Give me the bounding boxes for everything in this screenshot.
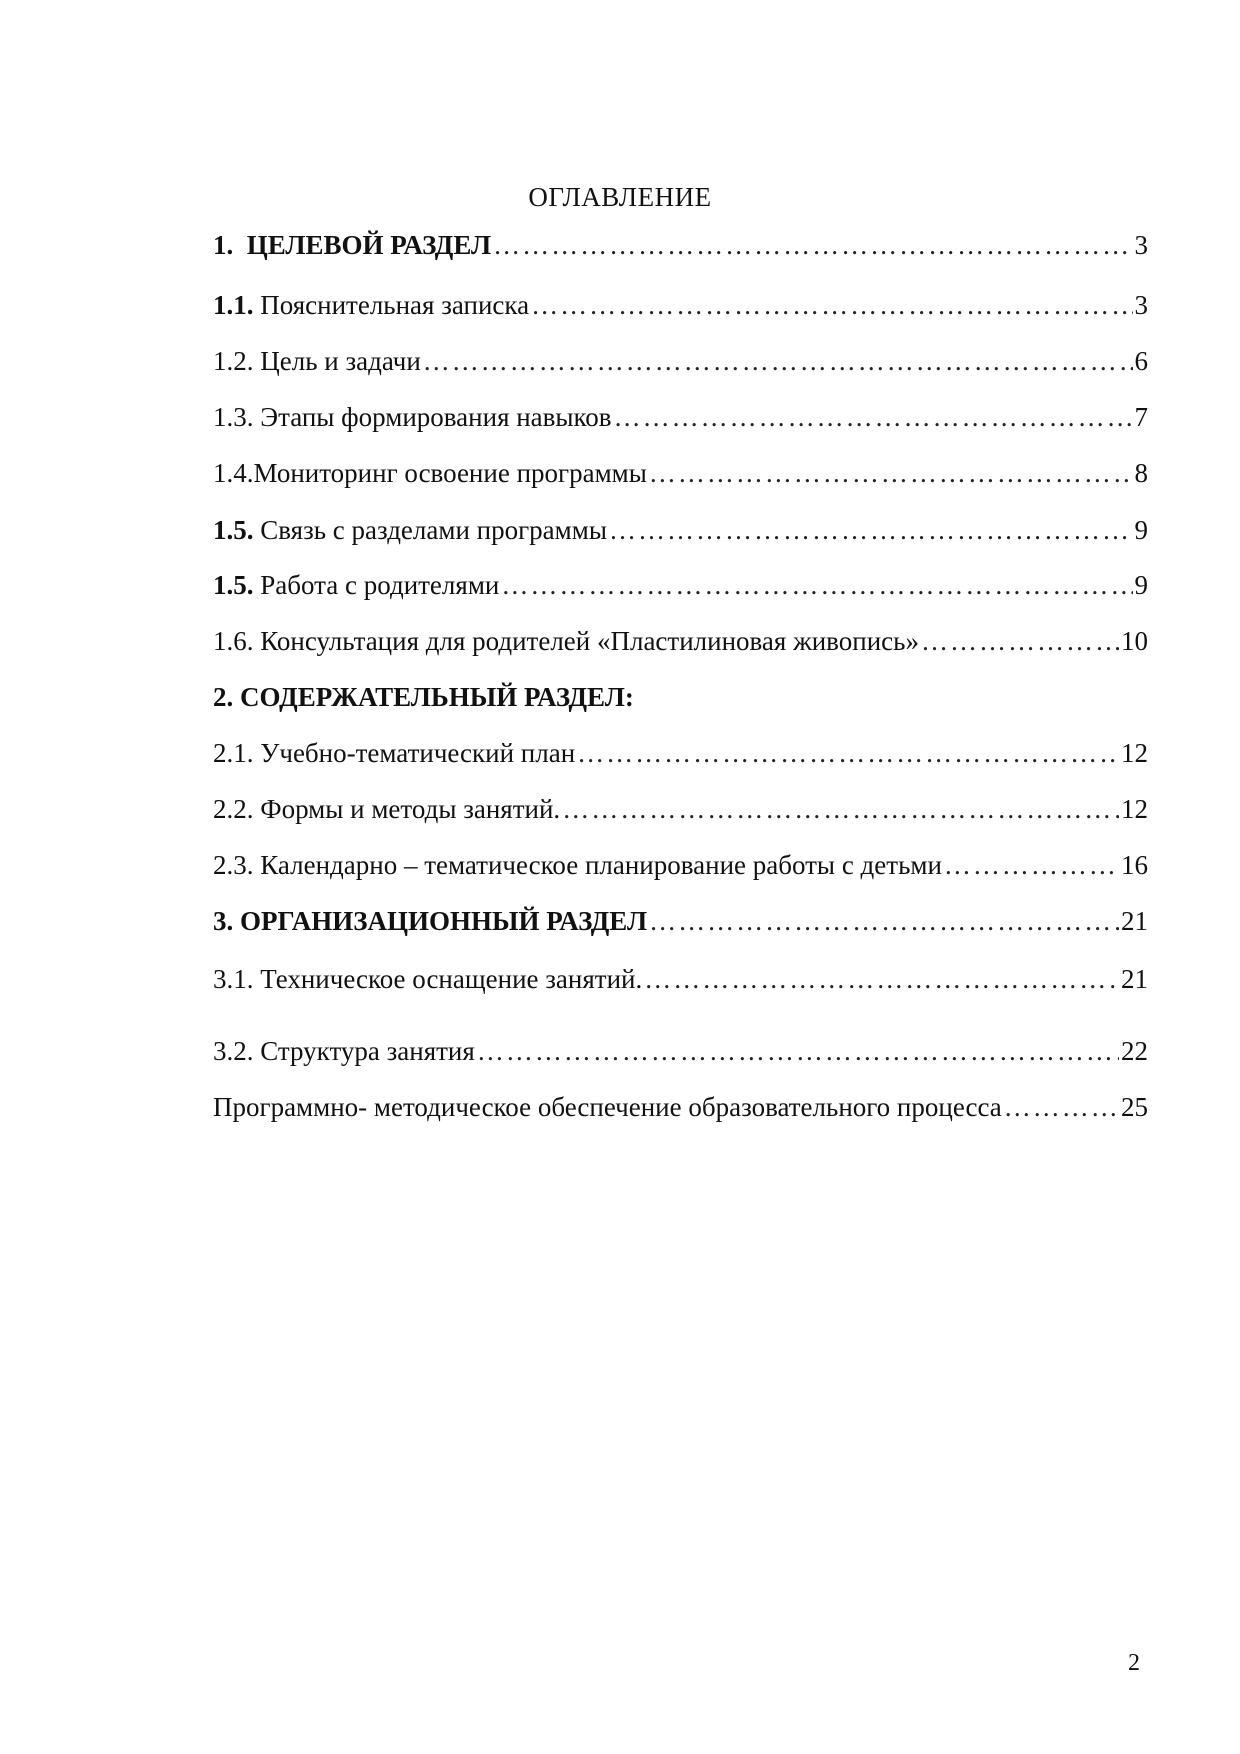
toc-entry-label: 3.2. Структура занятия	[213, 1036, 475, 1066]
toc-page-number: 12	[1121, 738, 1148, 768]
toc-entry	[213, 738, 1148, 778]
toc-section-heading	[213, 682, 1148, 722]
toc-leader	[944, 850, 1119, 881]
toc-entry	[213, 626, 1148, 666]
toc-entry	[213, 230, 1148, 270]
toc-entry-label: 2.2. Формы и методы занятий.	[213, 794, 561, 824]
toc-leader	[423, 346, 1133, 377]
toc-entry-label: 1.3. Этапы формирования навыков	[213, 402, 612, 432]
toc-page-number: 21	[1121, 906, 1148, 936]
toc-entry-label: 3. ОРГАНИЗАЦИОННЫЙ РАЗДЕЛ	[213, 906, 648, 936]
toc-leader	[614, 402, 1133, 433]
toc-entry	[213, 458, 1148, 498]
toc-entry	[213, 1092, 1148, 1132]
toc-leader	[609, 515, 1133, 546]
toc-entry-label: 1.6. Консультация для родителей «Пластилиновая живопись»	[213, 626, 919, 656]
toc-entry	[213, 346, 1148, 386]
toc-page-number: 22	[1121, 1036, 1148, 1066]
toc-page-number: 6	[1134, 346, 1148, 376]
toc-entry-label: 1.4.Мониторинг освоение программы	[213, 458, 647, 488]
toc-entry	[213, 570, 1148, 610]
toc-leader	[649, 906, 1119, 937]
toc-page-number: 12	[1121, 794, 1148, 824]
toc-leader	[1004, 1092, 1119, 1123]
toc-entry-label: 1.5. Работа с родителями	[213, 570, 500, 600]
toc-leader	[644, 964, 1119, 995]
toc-entry-label: 1.2. Цель и задачи	[213, 346, 421, 376]
toc-leader	[577, 738, 1119, 769]
toc-entry	[213, 515, 1148, 555]
toc-leader	[477, 1036, 1119, 1067]
toc-entry	[213, 794, 1148, 834]
toc-page-number: 9	[1134, 515, 1148, 545]
toc-page-number: 3	[1134, 230, 1148, 260]
toc-page-number: 10	[1121, 626, 1148, 656]
toc-page-number: 21	[1121, 964, 1148, 994]
toc-page-number: 7	[1134, 402, 1148, 432]
toc-leader	[531, 290, 1132, 321]
toc-entry-label: 1. ЦЕЛЕВОЙ РАЗДЕЛ	[213, 230, 492, 260]
page-number: 2	[1128, 1650, 1140, 1676]
toc-title: ОГЛАВЛЕНИЕ	[528, 182, 712, 212]
toc-page-number: 3	[1134, 290, 1148, 320]
toc-entry-label: 2.1. Учебно-тематический план	[213, 738, 576, 768]
toc-leader	[562, 794, 1119, 825]
table-of-contents	[213, 0, 1148, 1754]
toc-entry	[213, 402, 1148, 442]
toc-leader	[501, 570, 1132, 601]
toc-entry	[213, 290, 1148, 330]
toc-page-number: 16	[1121, 850, 1148, 880]
toc-leader	[649, 458, 1133, 489]
toc-leader	[921, 626, 1119, 657]
toc-entry	[213, 906, 1148, 946]
toc-entry-label: 1.1. Пояснительная записка	[213, 290, 530, 320]
toc-entry	[213, 850, 1148, 890]
toc-entry-label: 1.5. Связь с разделами программы	[213, 515, 607, 545]
toc-entry	[213, 1036, 1148, 1076]
toc-leader	[493, 230, 1132, 261]
toc-page-number: 25	[1121, 1092, 1148, 1122]
toc-entry-label: 3.1. Техническое оснащение занятий.	[213, 964, 643, 994]
toc-entry	[213, 964, 1148, 1004]
toc-page-number: 9	[1134, 570, 1148, 600]
toc-entry-label: Программно- методическое обеспечение образовательного процесса	[213, 1092, 1002, 1122]
toc-entry-label: 2. СОДЕРЖАТЕЛЬНЫЙ РАЗДЕЛ:	[213, 682, 634, 712]
toc-page-number: 8	[1134, 458, 1148, 488]
toc-entry-label: 2.3. Календарно – тематическое планирование работы с детьми	[213, 850, 942, 880]
